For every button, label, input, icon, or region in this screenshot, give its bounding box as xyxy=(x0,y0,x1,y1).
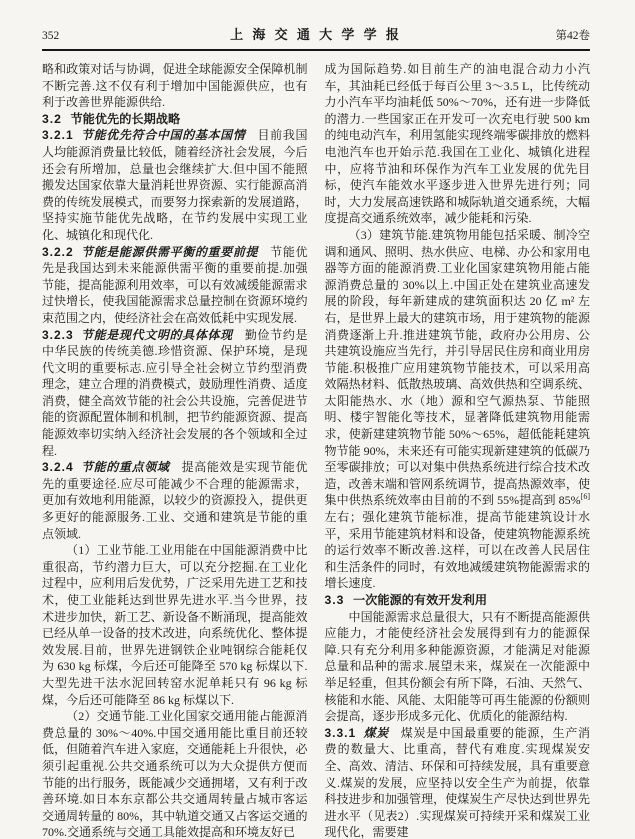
paragraph-primary-energy: 中国能源需求总量很大，只有不断提高能源供应能力，才能使经济社会发展得到有力的能源保障.只有充分利用多种能源资源，才能满足对能源总量和品种的需求.展望未来，煤炭在一次能源中举足轻重，但其份额会有所下降，石油、天然气、核能和水能、风能、太阳能等可再生能源的份额则会提高，逐步形成多元化、优质化的能源结构. xyxy=(324,609,590,724)
paragraph-transport-saving: （2）交通节能.工业化国家交通用能占能源消费总量的 30%～40%.中国交通用能比重目前还较低，但随着汽车进入家庭，交通能耗上升很快，必须引起重视.公共交通系统可以为大众提供方便而节能的出行服务，既能减少交通拥堵，又有利于改善环境.如日本东京都公共交通周转量占城市客运交通周转量的 80%，其中轨道交通又占客运交通的 70%.交通系统与交通工具能效提高和环境友好已 xyxy=(42,709,308,839)
subsection-text: 煤炭是中国最重要的能源，生产消费的数量大、比重高，替代有难度.实现煤炭安全、高效、清洁、环保和可持续发展，具有重要意义.煤炭的发展，应坚持以安全生产为前提，依靠科技进步和加强管理，使煤炭生产尽快达到世界先进水平（见表2）.实现煤炭可持续开采和煤炭工业现代化，需要建 xyxy=(324,725,590,839)
subsection-text: 目前我国人均能源消费量比较低，随着经济社会发展，今后还会有所增加，总量也会继续扩大.但中国不能照搬发达国家依靠大量消耗世界资源、实行能源高消费的传统发展模式，而要努力探索新的发展道路，坚持实施节能优先战略，在节约发展中实现工业化、城镇化和现代化. xyxy=(42,128,308,242)
paragraph-continuation: 略和政策对话与协调，促进全球能源安全保障机制不断完善.这不仅有利于增加中国能源供应，也有利于改善世界能源供给. xyxy=(42,62,308,110)
subsection-3-2-2 xyxy=(42,244,308,327)
subsection-3-2-3 xyxy=(42,327,308,460)
subsection-title: 节能优先符合中国的基本国情 xyxy=(80,128,246,143)
section-heading-3-2 xyxy=(42,111,308,128)
subsection-number: 3.2.4 xyxy=(42,460,74,475)
subsection-3-2-4 xyxy=(42,459,308,542)
section-heading-3-3 xyxy=(325,592,591,609)
subsection-number: 3.2.2 xyxy=(42,244,74,259)
paragraph-text: 左右；强化建筑节能标准，提高节能建筑设计水平，采用节能建筑材料和设备，使建筑物能源系统的运行效率不断改善.这样，可以在改善人民居住和生活条件的同时，有效地减缓建筑物能源需求的增长速度. xyxy=(324,510,590,591)
paragraph-text: （3）建筑节能.建筑物用能包括采暖、制冷空调和通风、照明、热水供应、电梯、办公和家用电器等方面的能源消费.工业化国家建筑物用能占能源消费总量的 30%以上.中国正处在建筑业高速发展的阶段，每年新建成的建筑面积达 20 亿 m² 左右，是世界上最大的建筑市场，用于建筑物的能源消费逐渐上升.推进建筑节能，政府办公用房、公共建筑设施应当先行，并引导居民住房和商业用房节能.积极推广应用建筑物节能技术，可以采用高效隔热材料、低散热玻璃、高效供热和空调系统、太阳能热水、水（地）源和空气源热泵、节能照明、楼宇智能化等技术，显著降低建筑物用能需求，使新建建筑物节能 50%～65%，超低能耗建筑物节能 90%，未来还有可能实现新建建筑的低碳乃至零碳排放；可以对集中供热系统进行综合技术改造，改善末端和管网系统调节，提高热源效率，使集中供热系统效率由目前的不到 55%提高到 85% xyxy=(324,227,590,508)
section-title: 节能优先的长期战略 xyxy=(70,111,181,126)
paragraph-building-saving xyxy=(325,227,591,592)
subsection-number: 3.2.1 xyxy=(42,128,74,143)
left-column xyxy=(42,61,308,839)
subsection-title: 煤炭 xyxy=(362,725,389,740)
subsection-3-3-1 xyxy=(325,725,591,839)
subsection-number: 3.2.3 xyxy=(42,327,74,342)
subsection-title: 节能是能源供需平衡的重要前提 xyxy=(80,244,259,259)
right-column xyxy=(325,61,591,839)
subsection-text: 节能优先是我国达到未来能源供需平衡的重要前提.加强节能，提高能源利用效率，可以有效减缓能源需求过快增长，使我国能源需求总量控制在资源环境约束范围之内，使经济社会在高效低耗中实现发展. xyxy=(42,244,308,325)
journal-title: 上 海 交 通 大 学 学 报 xyxy=(230,27,402,42)
page-header xyxy=(42,24,590,51)
subsection-text: 提高能效是实现节能优先的重要途径.应尽可能减少不合理的能源需求，更加有效地利用能源，以较少的资源投入，提供更多更好的能源服务.工业、交通和建筑是节能的重点领域. xyxy=(42,460,308,541)
citation-ref: [6] xyxy=(580,492,590,502)
subsection-3-2-1 xyxy=(42,127,308,243)
volume-label: 第42卷 xyxy=(555,30,590,42)
page-number: 352 xyxy=(42,30,60,42)
two-column-body xyxy=(42,61,590,839)
paragraph-industry-saving: （1）工业节能.工业用能在中国能源消费中比重很高，节约潜力巨大，可以充分挖掘.在工业化过程中，应利用后发优势，广泛采用先进工艺和技术，使工业能耗达到世界先进水平.当今世界，技术进步加快，新工艺、新设备不断涌现，提高能效已经从单一设备的技术改进，向系统优化、整体提效发展.目前，世界先进钢铁企业吨钢综合能耗仅为 630 kg 标煤，今后还可能降至 570 kg 标煤以下.大型先进干法水泥回转窑水泥单耗只有 96 kg 标煤，今后还可能降至 86 kg 标煤以下. xyxy=(42,543,308,707)
section-number: 3.2 xyxy=(42,111,62,126)
paragraph-continuation: 成为国际趋势.如目前生产的油电混合动力小汽车，其油耗已经低于每百公里 3～3.5 L，比传统动力小汽车平均油耗低 50%～70%，还有进一步降低的潜力.一些国家正在开发可一次充电行驶 500 km 的纯电动汽车，利用氢能实现终端零碳排放的燃料电池汽车也开始示范.我国在工业化、城镇化进程中，应将节油和环保作为汽车工业发展的优先目标，使汽车能效水平逐步进入世界先进行列；同时，大力发展高速铁路和城际轨道交通系统，大幅度提高交通系统效率，减少能耗和污染. xyxy=(324,62,590,226)
subsection-text: 勤俭节约是中华民族的传统美德.珍惜资源、保护环境，是现代文明的重要标志.应引导全社会树立节约型消费理念，建立合理的消费模式，鼓励理性消费、适度消费，健全高效节能的社会公共设施，完善促进节能的资源配置体制和机制，把节约能源资源、提高能源效率切实纳入经济社会发展的各个领域和全过程. xyxy=(42,327,308,458)
subsection-title: 节能是现代文明的具体体现 xyxy=(80,327,233,342)
subsection-number: 3.3.1 xyxy=(324,725,357,740)
subsection-title: 节能的重点领域 xyxy=(80,460,170,475)
section-title: 一次能源的有效开发利用 xyxy=(352,593,488,607)
section-number: 3.3 xyxy=(324,593,345,607)
